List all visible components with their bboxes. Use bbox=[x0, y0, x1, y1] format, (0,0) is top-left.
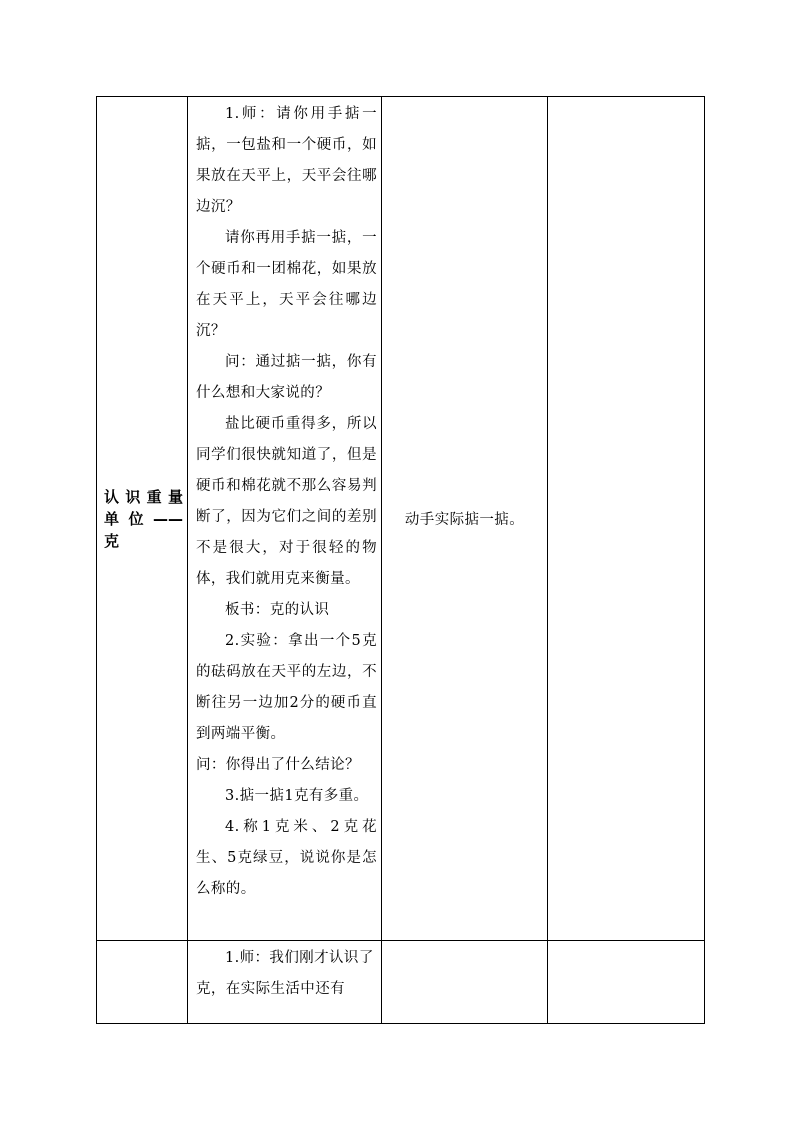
process-paragraph: 3.掂一掂1克有多重。 bbox=[225, 788, 369, 804]
process-paragraph: 盐比硬币重得多，所以同学们很快就知道了，但是硬币和棉花就不那么容易判断了，因为它们之间的差别不是很大，对于很轻的物体，我们就用克来衡量。 bbox=[196, 416, 377, 587]
topic-line: 认识重量 bbox=[104, 487, 183, 506]
table-row bbox=[97, 97, 705, 941]
notes-cell bbox=[548, 941, 705, 1024]
process-paragraph: 4.称1克米、2克花生、5克绿豆，说说你是怎么称的。 bbox=[196, 819, 377, 897]
table-row bbox=[97, 941, 705, 1024]
notes-cell bbox=[548, 97, 705, 941]
topic-cell bbox=[97, 941, 188, 1024]
lesson-plan-table bbox=[96, 96, 705, 1024]
topic-line: 单位—— bbox=[104, 509, 183, 528]
topic-line: 克 bbox=[104, 531, 120, 550]
student-activity-cell bbox=[382, 941, 548, 1024]
student-activity-cell: 动手实际掂一掂。 bbox=[382, 97, 548, 941]
teaching-process-cell bbox=[188, 941, 382, 1024]
process-paragraph: 1.师：请你用手掂一掂，一包盐和一个硬币，如果放在天平上，天平会往哪边沉？ bbox=[196, 106, 377, 215]
process-paragraph: 1.师：我们刚才认识了克，在实际生活中还有 bbox=[196, 950, 374, 997]
process-paragraph: 板书：克的认识 bbox=[225, 602, 330, 618]
teaching-process-cell bbox=[188, 97, 382, 941]
topic-cell bbox=[97, 97, 188, 941]
process-paragraph: 问：你得出了什么结论？ bbox=[196, 757, 360, 773]
process-paragraph: 问：通过掂一掂，你有什么想和大家说的？ bbox=[196, 354, 377, 401]
process-paragraph: 请你再用手掂一掂，一个硬币和一团棉花，如果放在天平上，天平会往哪边沉？ bbox=[196, 230, 377, 339]
process-paragraph: 2.实验：拿出一个5克的砝码放在天平的左边，不断往另一边加2分的硬币直到两端平衡。 bbox=[196, 633, 377, 742]
